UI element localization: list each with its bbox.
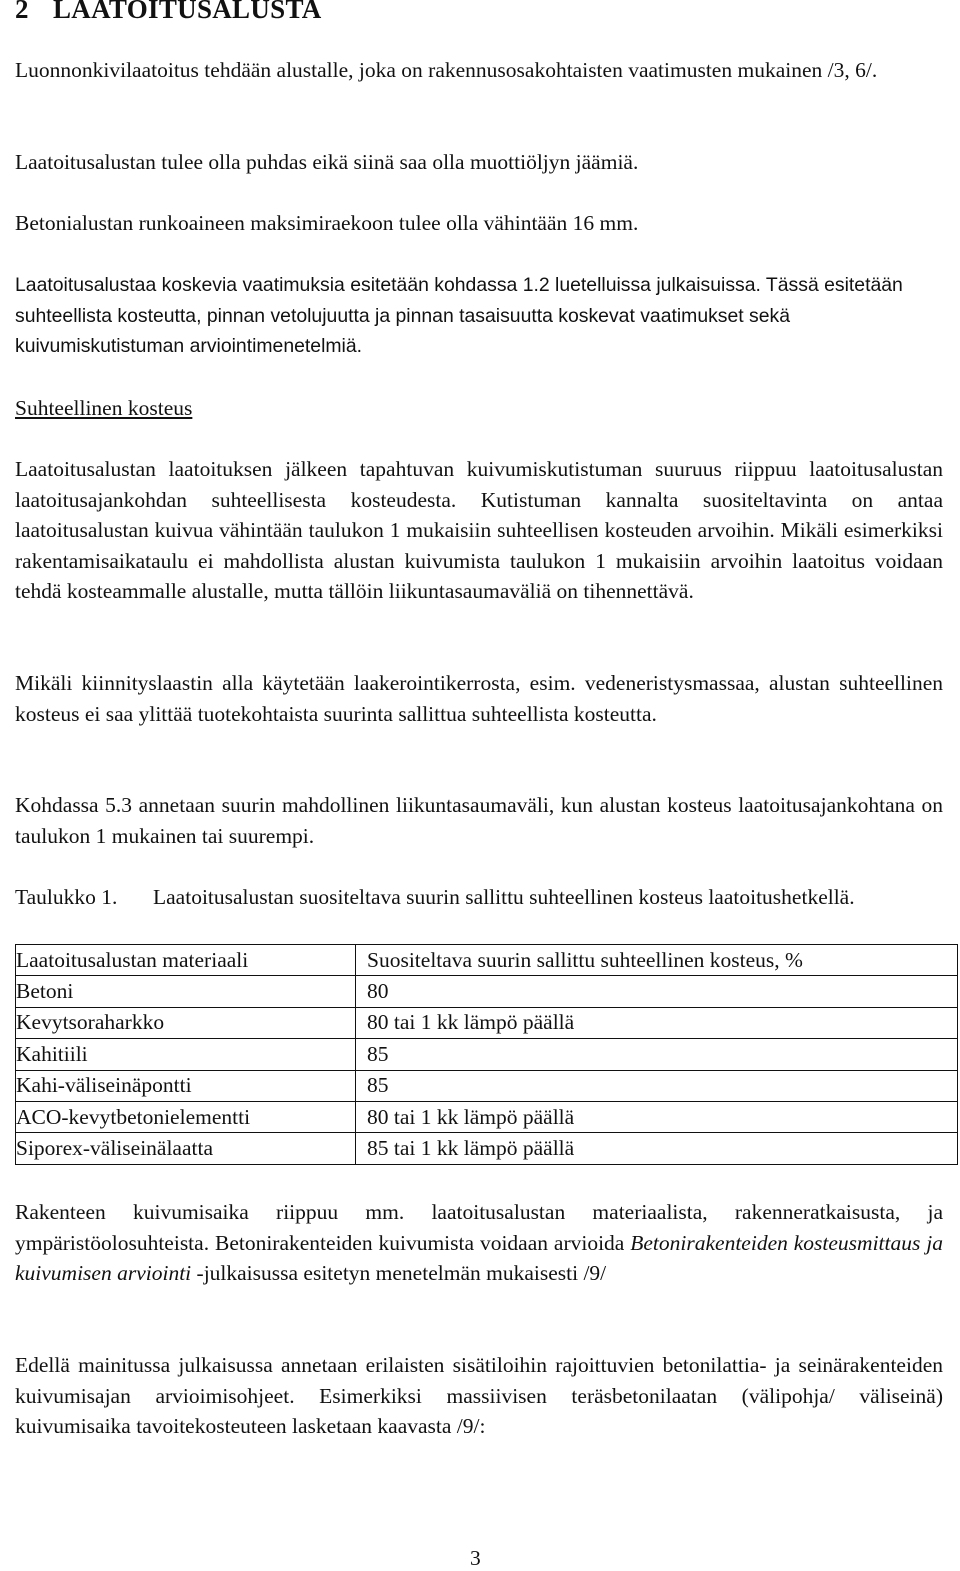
table-row (16, 1101, 958, 1132)
section-heading (15, 0, 322, 25)
paragraph-5: Laatoitusalustan laatoituksen jälkeen tapahtuvan kuivumiskutistuman suuruus riippuu laatoitusalustan laatoitusajankohdan suhteellisesta kosteudesta. Kutistuman kannalta suositeltavinta on antaa laatoitusalustan kuivua vähintään taulukon 1 mukaisiin suhteellisen kosteuden arvoihin. Mikäli esimerkiksi rakentamisaikataulu ei mahdollista alustan kuivumista taulukon 1 mukaisiin arvoihin laatoitus voidaan tehdä kosteammalle alustalle, mutta tällöin liikuntasaumaväliä on tihennettävä. (15, 457, 943, 603)
table-cell: 85 tai 1 kk lämpö päällä (356, 1133, 958, 1164)
table-caption-label: Taulukko 1. (15, 885, 118, 909)
table-header-cell: Suositeltava suurin sallittu suhteellinen kosteus, % (356, 945, 958, 976)
table-cell: ACO-kevytbetonielementti (16, 1101, 356, 1132)
paragraph-3: Betonialustan runkoaineen maksimiraekoon tulee olla vähintään 16 mm. (15, 211, 639, 235)
table-cell: Betoni (16, 976, 356, 1007)
table-row (16, 1007, 958, 1038)
paragraph-9: Edellä mainitussa julkaisussa annetaan erilaisten sisätiloihin rajoittuvien betonilattia- ja seinärakenteiden kuivumisajan arvioimisohjeet. Esimerkiksi massiivisen teräsbetonilaatan (välipohja/ väliseinä) kuivumisaika tavoitekosteuteen lasketaan kaavasta /9/: (15, 1353, 943, 1438)
paragraph-4: Laatoitusalustaa koskevia vaatimuksia esitetään kohdassa 1.2 luetelluissa julkaisuissa. Tässä esitetään suhteellista kosteutta, pinnan vetolujuutta ja pinnan tasaisuutta koskevat vaatimukset sekä kuivumiskutistuman arviointimenetelmiä. (15, 274, 903, 357)
table-cell: 80 tai 1 kk lämpö päällä (356, 1007, 958, 1038)
humidity-table (15, 944, 958, 1165)
page-number: 3 (470, 1546, 481, 1570)
paragraph-6: Mikäli kiinnityslaastin alla käytetään laakerointikerrosta, esim. vedeneristysmassaa, alustan suhteellinen kosteus ei saa ylittää tuotekohtaista suurinta sallittua suhteellista kosteutta. (15, 671, 943, 726)
table-row (16, 1133, 958, 1164)
section-number: 2 (15, 0, 29, 24)
paragraph-8-text-a: Rakenteen kuivumisaika riippuu mm. laatoitusalustan materiaalista, rakenneratkaisusta, ja ympäristöolosuhteista. Betonirakenteiden kuivumista voidaan arvioida (15, 1200, 943, 1255)
table-cell: 80 (356, 976, 958, 1007)
table-cell: 85 (356, 1070, 958, 1101)
table-header-cell: Laatoitusalustan materiaali (16, 945, 356, 976)
table-cell: Kevytsoraharkko (16, 1007, 356, 1038)
paragraph-2: Laatoitusalustan tulee olla puhdas eikä siinä saa olla muottiöljyn jäämiä. (15, 150, 639, 174)
table-row (16, 976, 958, 1007)
table-caption-text: Laatoitusalustan suositeltava suurin sallittu suhteellinen kosteus laatoitushetkellä. (153, 885, 855, 909)
paragraph-8 (15, 1197, 943, 1289)
publication-title: Betonirakenteiden kosteusmittaus ja kuivumisen arviointi (15, 1230, 943, 1285)
table-row (16, 1070, 958, 1101)
subheading-relative-humidity: Suhteellinen kosteus (15, 396, 193, 420)
table-cell: Siporex-väliseinälaatta (16, 1133, 356, 1164)
paragraph-7: Kohdassa 5.3 annetaan suurin mahdollinen liikuntasaumaväli, kun alustan kosteus laatoitusajankohtana on taulukon 1 mukainen tai suurempi. (15, 793, 943, 848)
table-row (16, 1039, 958, 1070)
table-cell: Kahitiili (16, 1039, 356, 1070)
table-cell: 85 (356, 1039, 958, 1070)
table-cell: Kahi-väliseinäpontti (16, 1070, 356, 1101)
table-header-row (16, 945, 958, 976)
paragraph-8-text-b: -julkaisussa esitetyn menetelmän mukaisesti /9/ (191, 1261, 607, 1285)
table-cell: 80 tai 1 kk lämpö päällä (356, 1101, 958, 1132)
section-title: LAATOITUSALUSTA (53, 0, 322, 24)
paragraph-1: Luonnonkivilaatoitus tehdään alustalle, joka on rakennusosakohtaisten vaatimusten mukainen /3, 6/. (15, 58, 878, 82)
